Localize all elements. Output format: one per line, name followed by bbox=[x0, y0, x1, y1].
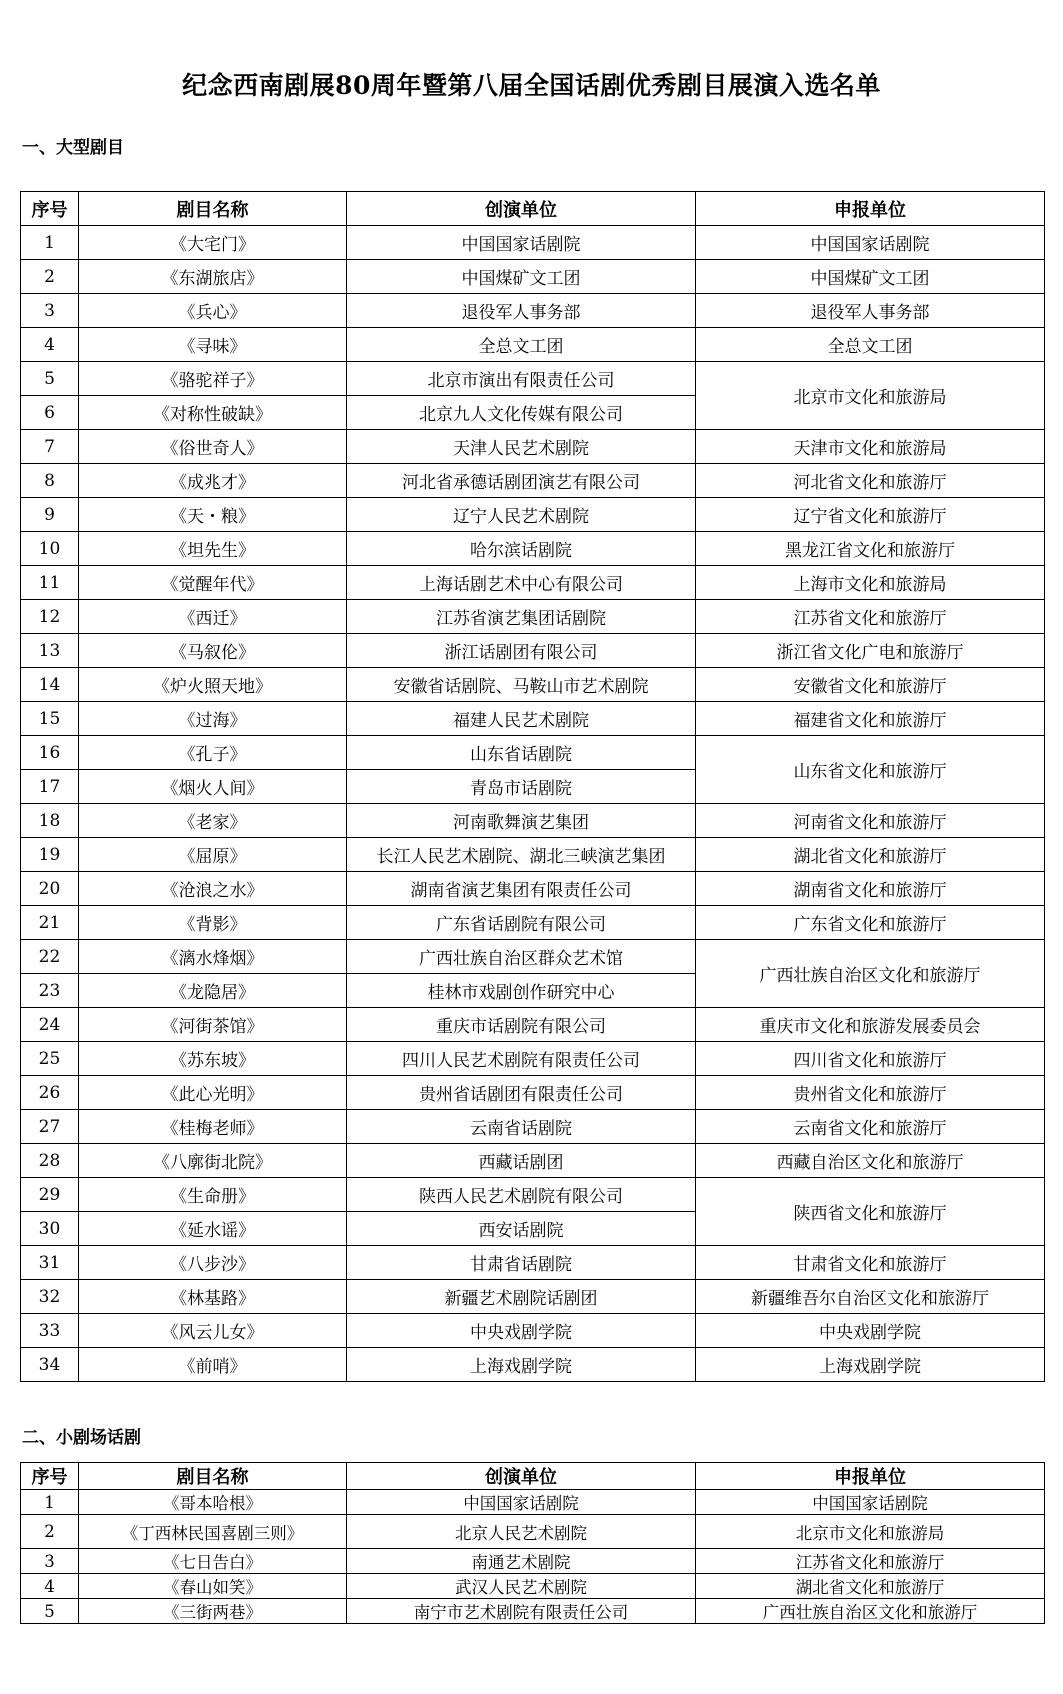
reporting-unit: 上海市文化和旅游局 bbox=[696, 566, 1045, 600]
producer-unit: 全总文工团 bbox=[347, 328, 696, 362]
play-name: 《丁西林民国喜剧三则》 bbox=[79, 1515, 347, 1549]
play-name: 《八廓街北院》 bbox=[79, 1144, 347, 1178]
section-heading-small-theatre: 二、小剧场话剧 bbox=[22, 1428, 141, 1448]
row-number: 29 bbox=[21, 1178, 79, 1212]
reporting-unit: 福建省文化和旅游厅 bbox=[696, 702, 1045, 736]
producer-unit: 北京市演出有限责任公司 bbox=[347, 362, 696, 396]
row-number: 6 bbox=[21, 396, 79, 430]
row-number: 1 bbox=[21, 226, 79, 260]
producer-unit: 西藏话剧团 bbox=[347, 1144, 696, 1178]
play-name: 《对称性破缺》 bbox=[79, 396, 347, 430]
row-number: 15 bbox=[21, 702, 79, 736]
producer-unit: 中国煤矿文工团 bbox=[347, 260, 696, 294]
reporting-unit: 北京市文化和旅游局 bbox=[696, 1515, 1045, 1549]
table-row bbox=[21, 1042, 1045, 1076]
small-theatre-body bbox=[21, 1490, 1045, 1624]
table-row bbox=[21, 328, 1045, 362]
play-name: 《生命册》 bbox=[79, 1178, 347, 1212]
producer-unit: 天津人民艺术剧院 bbox=[347, 430, 696, 464]
row-number: 5 bbox=[21, 362, 79, 396]
producer-unit: 上海戏剧学院 bbox=[347, 1348, 696, 1382]
table-row bbox=[21, 1008, 1045, 1042]
row-number: 8 bbox=[21, 464, 79, 498]
play-name: 《骆驼祥子》 bbox=[79, 362, 347, 396]
producer-unit: 安徽省话剧院、马鞍山市艺术剧院 bbox=[347, 668, 696, 702]
row-number: 2 bbox=[21, 1515, 79, 1549]
play-name: 《漓水烽烟》 bbox=[79, 940, 347, 974]
row-number: 23 bbox=[21, 974, 79, 1008]
large-plays-body bbox=[21, 226, 1045, 1382]
row-number: 30 bbox=[21, 1212, 79, 1246]
reporting-unit: 甘肃省文化和旅游厅 bbox=[696, 1246, 1045, 1280]
large-plays-table bbox=[20, 191, 1045, 1382]
table-row bbox=[21, 532, 1045, 566]
table-row bbox=[21, 294, 1045, 328]
reporting-unit: 上海戏剧学院 bbox=[696, 1348, 1045, 1382]
play-name: 《苏东坡》 bbox=[79, 1042, 347, 1076]
producer-unit: 新疆艺术剧院话剧团 bbox=[347, 1280, 696, 1314]
row-number: 11 bbox=[21, 566, 79, 600]
reporting-unit: 浙江省文化广电和旅游厅 bbox=[696, 634, 1045, 668]
header-producer: 创演单位 bbox=[347, 1463, 696, 1490]
row-number: 22 bbox=[21, 940, 79, 974]
document-title: 纪念西南剧展80周年暨第八届全国话剧优秀剧目展演入选名单 bbox=[182, 71, 881, 100]
row-number: 5 bbox=[21, 1599, 79, 1624]
row-number: 4 bbox=[21, 328, 79, 362]
table-row bbox=[21, 260, 1045, 294]
row-number: 24 bbox=[21, 1008, 79, 1042]
reporting-unit: 重庆市文化和旅游发展委员会 bbox=[696, 1008, 1045, 1042]
reporting-unit: 河南省文化和旅游厅 bbox=[696, 804, 1045, 838]
table-row bbox=[21, 1574, 1045, 1599]
play-name: 《老家》 bbox=[79, 804, 347, 838]
producer-unit: 长江人民艺术剧院、湖北三峡演艺集团 bbox=[347, 838, 696, 872]
play-name: 《沧浪之水》 bbox=[79, 872, 347, 906]
play-name: 《春山如笑》 bbox=[79, 1574, 347, 1599]
play-name: 《桂梅老师》 bbox=[79, 1110, 347, 1144]
table-row bbox=[21, 1515, 1045, 1549]
play-name: 《七日告白》 bbox=[79, 1549, 347, 1574]
reporting-unit: 陕西省文化和旅游厅 bbox=[696, 1178, 1045, 1246]
play-name: 《延水谣》 bbox=[79, 1212, 347, 1246]
header-reporter: 申报单位 bbox=[696, 1463, 1045, 1490]
row-number: 31 bbox=[21, 1246, 79, 1280]
reporting-unit: 湖南省文化和旅游厅 bbox=[696, 872, 1045, 906]
play-name: 《林基路》 bbox=[79, 1280, 347, 1314]
play-name: 《俗世奇人》 bbox=[79, 430, 347, 464]
reporting-unit: 中国煤矿文工团 bbox=[696, 260, 1045, 294]
table-row bbox=[21, 1144, 1045, 1178]
header-no: 序号 bbox=[21, 192, 79, 226]
play-name: 《大宅门》 bbox=[79, 226, 347, 260]
reporting-unit: 安徽省文化和旅游厅 bbox=[696, 668, 1045, 702]
play-name: 《坦先生》 bbox=[79, 532, 347, 566]
producer-unit: 江苏省演艺集团话剧院 bbox=[347, 600, 696, 634]
play-name: 《龙隐居》 bbox=[79, 974, 347, 1008]
producer-unit: 陕西人民艺术剧院有限公司 bbox=[347, 1178, 696, 1212]
row-number: 17 bbox=[21, 770, 79, 804]
row-number: 7 bbox=[21, 430, 79, 464]
row-number: 20 bbox=[21, 872, 79, 906]
header-name: 剧目名称 bbox=[79, 1463, 347, 1490]
play-name: 《成兆才》 bbox=[79, 464, 347, 498]
producer-unit: 云南省话剧院 bbox=[347, 1110, 696, 1144]
table-row bbox=[21, 1348, 1045, 1382]
producer-unit: 桂林市戏剧创作研究中心 bbox=[347, 974, 696, 1008]
header-name: 剧目名称 bbox=[79, 192, 347, 226]
row-number: 18 bbox=[21, 804, 79, 838]
producer-unit: 西安话剧院 bbox=[347, 1212, 696, 1246]
play-name: 《马叙伦》 bbox=[79, 634, 347, 668]
play-name: 《烟火人间》 bbox=[79, 770, 347, 804]
play-name: 《河街茶馆》 bbox=[79, 1008, 347, 1042]
table-row bbox=[21, 498, 1045, 532]
table-row bbox=[21, 838, 1045, 872]
row-number: 4 bbox=[21, 1574, 79, 1599]
play-name: 《八步沙》 bbox=[79, 1246, 347, 1280]
reporting-unit: 退役军人事务部 bbox=[696, 294, 1045, 328]
reporting-unit: 江苏省文化和旅游厅 bbox=[696, 1549, 1045, 1574]
producer-unit: 上海话剧艺术中心有限公司 bbox=[347, 566, 696, 600]
play-name: 《过海》 bbox=[79, 702, 347, 736]
producer-unit: 广东省话剧院有限公司 bbox=[347, 906, 696, 940]
table-row bbox=[21, 940, 1045, 974]
row-number: 14 bbox=[21, 668, 79, 702]
reporting-unit: 山东省文化和旅游厅 bbox=[696, 736, 1045, 804]
reporting-unit: 中国国家话剧院 bbox=[696, 1490, 1045, 1515]
row-number: 34 bbox=[21, 1348, 79, 1382]
row-number: 25 bbox=[21, 1042, 79, 1076]
producer-unit: 辽宁人民艺术剧院 bbox=[347, 498, 696, 532]
play-name: 《天・粮》 bbox=[79, 498, 347, 532]
header-no: 序号 bbox=[21, 1463, 79, 1490]
row-number: 21 bbox=[21, 906, 79, 940]
play-name: 《三街两巷》 bbox=[79, 1599, 347, 1624]
producer-unit: 中国国家话剧院 bbox=[347, 226, 696, 260]
producer-unit: 河南歌舞演艺集团 bbox=[347, 804, 696, 838]
reporting-unit: 四川省文化和旅游厅 bbox=[696, 1042, 1045, 1076]
table-row bbox=[21, 430, 1045, 464]
table-header-row bbox=[21, 1463, 1045, 1490]
row-number: 10 bbox=[21, 532, 79, 566]
reporting-unit: 云南省文化和旅游厅 bbox=[696, 1110, 1045, 1144]
producer-unit: 武汉人民艺术剧院 bbox=[347, 1574, 696, 1599]
table-row bbox=[21, 906, 1045, 940]
producer-unit: 贵州省话剧团有限责任公司 bbox=[347, 1076, 696, 1110]
reporting-unit: 新疆维吾尔自治区文化和旅游厅 bbox=[696, 1280, 1045, 1314]
producer-unit: 甘肃省话剧院 bbox=[347, 1246, 696, 1280]
row-number: 2 bbox=[21, 260, 79, 294]
producer-unit: 福建人民艺术剧院 bbox=[347, 702, 696, 736]
play-name: 《炉火照天地》 bbox=[79, 668, 347, 702]
row-number: 9 bbox=[21, 498, 79, 532]
reporting-unit: 辽宁省文化和旅游厅 bbox=[696, 498, 1045, 532]
reporting-unit: 湖北省文化和旅游厅 bbox=[696, 838, 1045, 872]
producer-unit: 青岛市话剧院 bbox=[347, 770, 696, 804]
reporting-unit: 北京市文化和旅游局 bbox=[696, 362, 1045, 430]
table-row bbox=[21, 600, 1045, 634]
table-row bbox=[21, 362, 1045, 396]
row-number: 32 bbox=[21, 1280, 79, 1314]
reporting-unit: 天津市文化和旅游局 bbox=[696, 430, 1045, 464]
producer-unit: 四川人民艺术剧院有限责任公司 bbox=[347, 1042, 696, 1076]
row-number: 19 bbox=[21, 838, 79, 872]
row-number: 13 bbox=[21, 634, 79, 668]
reporting-unit: 广东省文化和旅游厅 bbox=[696, 906, 1045, 940]
play-name: 《寻味》 bbox=[79, 328, 347, 362]
row-number: 3 bbox=[21, 1549, 79, 1574]
row-number: 27 bbox=[21, 1110, 79, 1144]
row-number: 12 bbox=[21, 600, 79, 634]
producer-unit: 南通艺术剧院 bbox=[347, 1549, 696, 1574]
producer-unit: 北京人民艺术剧院 bbox=[347, 1515, 696, 1549]
producer-unit: 中央戏剧学院 bbox=[347, 1314, 696, 1348]
table-row bbox=[21, 1076, 1045, 1110]
play-name: 《此心光明》 bbox=[79, 1076, 347, 1110]
play-name: 《西迁》 bbox=[79, 600, 347, 634]
table-row bbox=[21, 566, 1045, 600]
table-row bbox=[21, 1314, 1045, 1348]
row-number: 26 bbox=[21, 1076, 79, 1110]
table-row bbox=[21, 872, 1045, 906]
reporting-unit: 河北省文化和旅游厅 bbox=[696, 464, 1045, 498]
producer-unit: 浙江话剧团有限公司 bbox=[347, 634, 696, 668]
producer-unit: 湖南省演艺集团有限责任公司 bbox=[347, 872, 696, 906]
producer-unit: 北京九人文化传媒有限公司 bbox=[347, 396, 696, 430]
reporting-unit: 西藏自治区文化和旅游厅 bbox=[696, 1144, 1045, 1178]
play-name: 《兵心》 bbox=[79, 294, 347, 328]
table-row bbox=[21, 1178, 1045, 1212]
producer-unit: 山东省话剧院 bbox=[347, 736, 696, 770]
table-row bbox=[21, 702, 1045, 736]
table-row bbox=[21, 634, 1045, 668]
play-name: 《东湖旅店》 bbox=[79, 260, 347, 294]
play-name: 《背影》 bbox=[79, 906, 347, 940]
table-row bbox=[21, 1110, 1045, 1144]
reporting-unit: 黑龙江省文化和旅游厅 bbox=[696, 532, 1045, 566]
producer-unit: 广西壮族自治区群众艺术馆 bbox=[347, 940, 696, 974]
row-number: 16 bbox=[21, 736, 79, 770]
reporting-unit: 江苏省文化和旅游厅 bbox=[696, 600, 1045, 634]
header-reporter: 申报单位 bbox=[696, 192, 1045, 226]
play-name: 《前哨》 bbox=[79, 1348, 347, 1382]
table-header-row bbox=[21, 192, 1045, 226]
reporting-unit: 广西壮族自治区文化和旅游厅 bbox=[696, 1599, 1045, 1624]
producer-unit: 哈尔滨话剧院 bbox=[347, 532, 696, 566]
table-row bbox=[21, 464, 1045, 498]
producer-unit: 中国国家话剧院 bbox=[347, 1490, 696, 1515]
row-number: 1 bbox=[21, 1490, 79, 1515]
play-name: 《风云儿女》 bbox=[79, 1314, 347, 1348]
table-row bbox=[21, 1599, 1045, 1624]
header-producer: 创演单位 bbox=[347, 192, 696, 226]
producer-unit: 重庆市话剧院有限公司 bbox=[347, 1008, 696, 1042]
small-theatre-table bbox=[20, 1462, 1045, 1624]
reporting-unit: 中国国家话剧院 bbox=[696, 226, 1045, 260]
reporting-unit: 湖北省文化和旅游厅 bbox=[696, 1574, 1045, 1599]
play-name: 《孔子》 bbox=[79, 736, 347, 770]
table-row bbox=[21, 1280, 1045, 1314]
table-row bbox=[21, 736, 1045, 770]
table-row bbox=[21, 1490, 1045, 1515]
play-name: 《哥本哈根》 bbox=[79, 1490, 347, 1515]
row-number: 3 bbox=[21, 294, 79, 328]
play-name: 《觉醒年代》 bbox=[79, 566, 347, 600]
table-row bbox=[21, 668, 1045, 702]
row-number: 28 bbox=[21, 1144, 79, 1178]
table-row bbox=[21, 1246, 1045, 1280]
producer-unit: 退役军人事务部 bbox=[347, 294, 696, 328]
row-number: 33 bbox=[21, 1314, 79, 1348]
reporting-unit: 广西壮族自治区文化和旅游厅 bbox=[696, 940, 1045, 1008]
producer-unit: 南宁市艺术剧院有限责任公司 bbox=[347, 1599, 696, 1624]
section-heading-large: 一、大型剧目 bbox=[22, 138, 124, 158]
table-row bbox=[21, 1549, 1045, 1574]
reporting-unit: 中央戏剧学院 bbox=[696, 1314, 1045, 1348]
play-name: 《屈原》 bbox=[79, 838, 347, 872]
reporting-unit: 全总文工团 bbox=[696, 328, 1045, 362]
reporting-unit: 贵州省文化和旅游厅 bbox=[696, 1076, 1045, 1110]
table-row bbox=[21, 804, 1045, 838]
table-row bbox=[21, 226, 1045, 260]
producer-unit: 河北省承德话剧团演艺有限公司 bbox=[347, 464, 696, 498]
